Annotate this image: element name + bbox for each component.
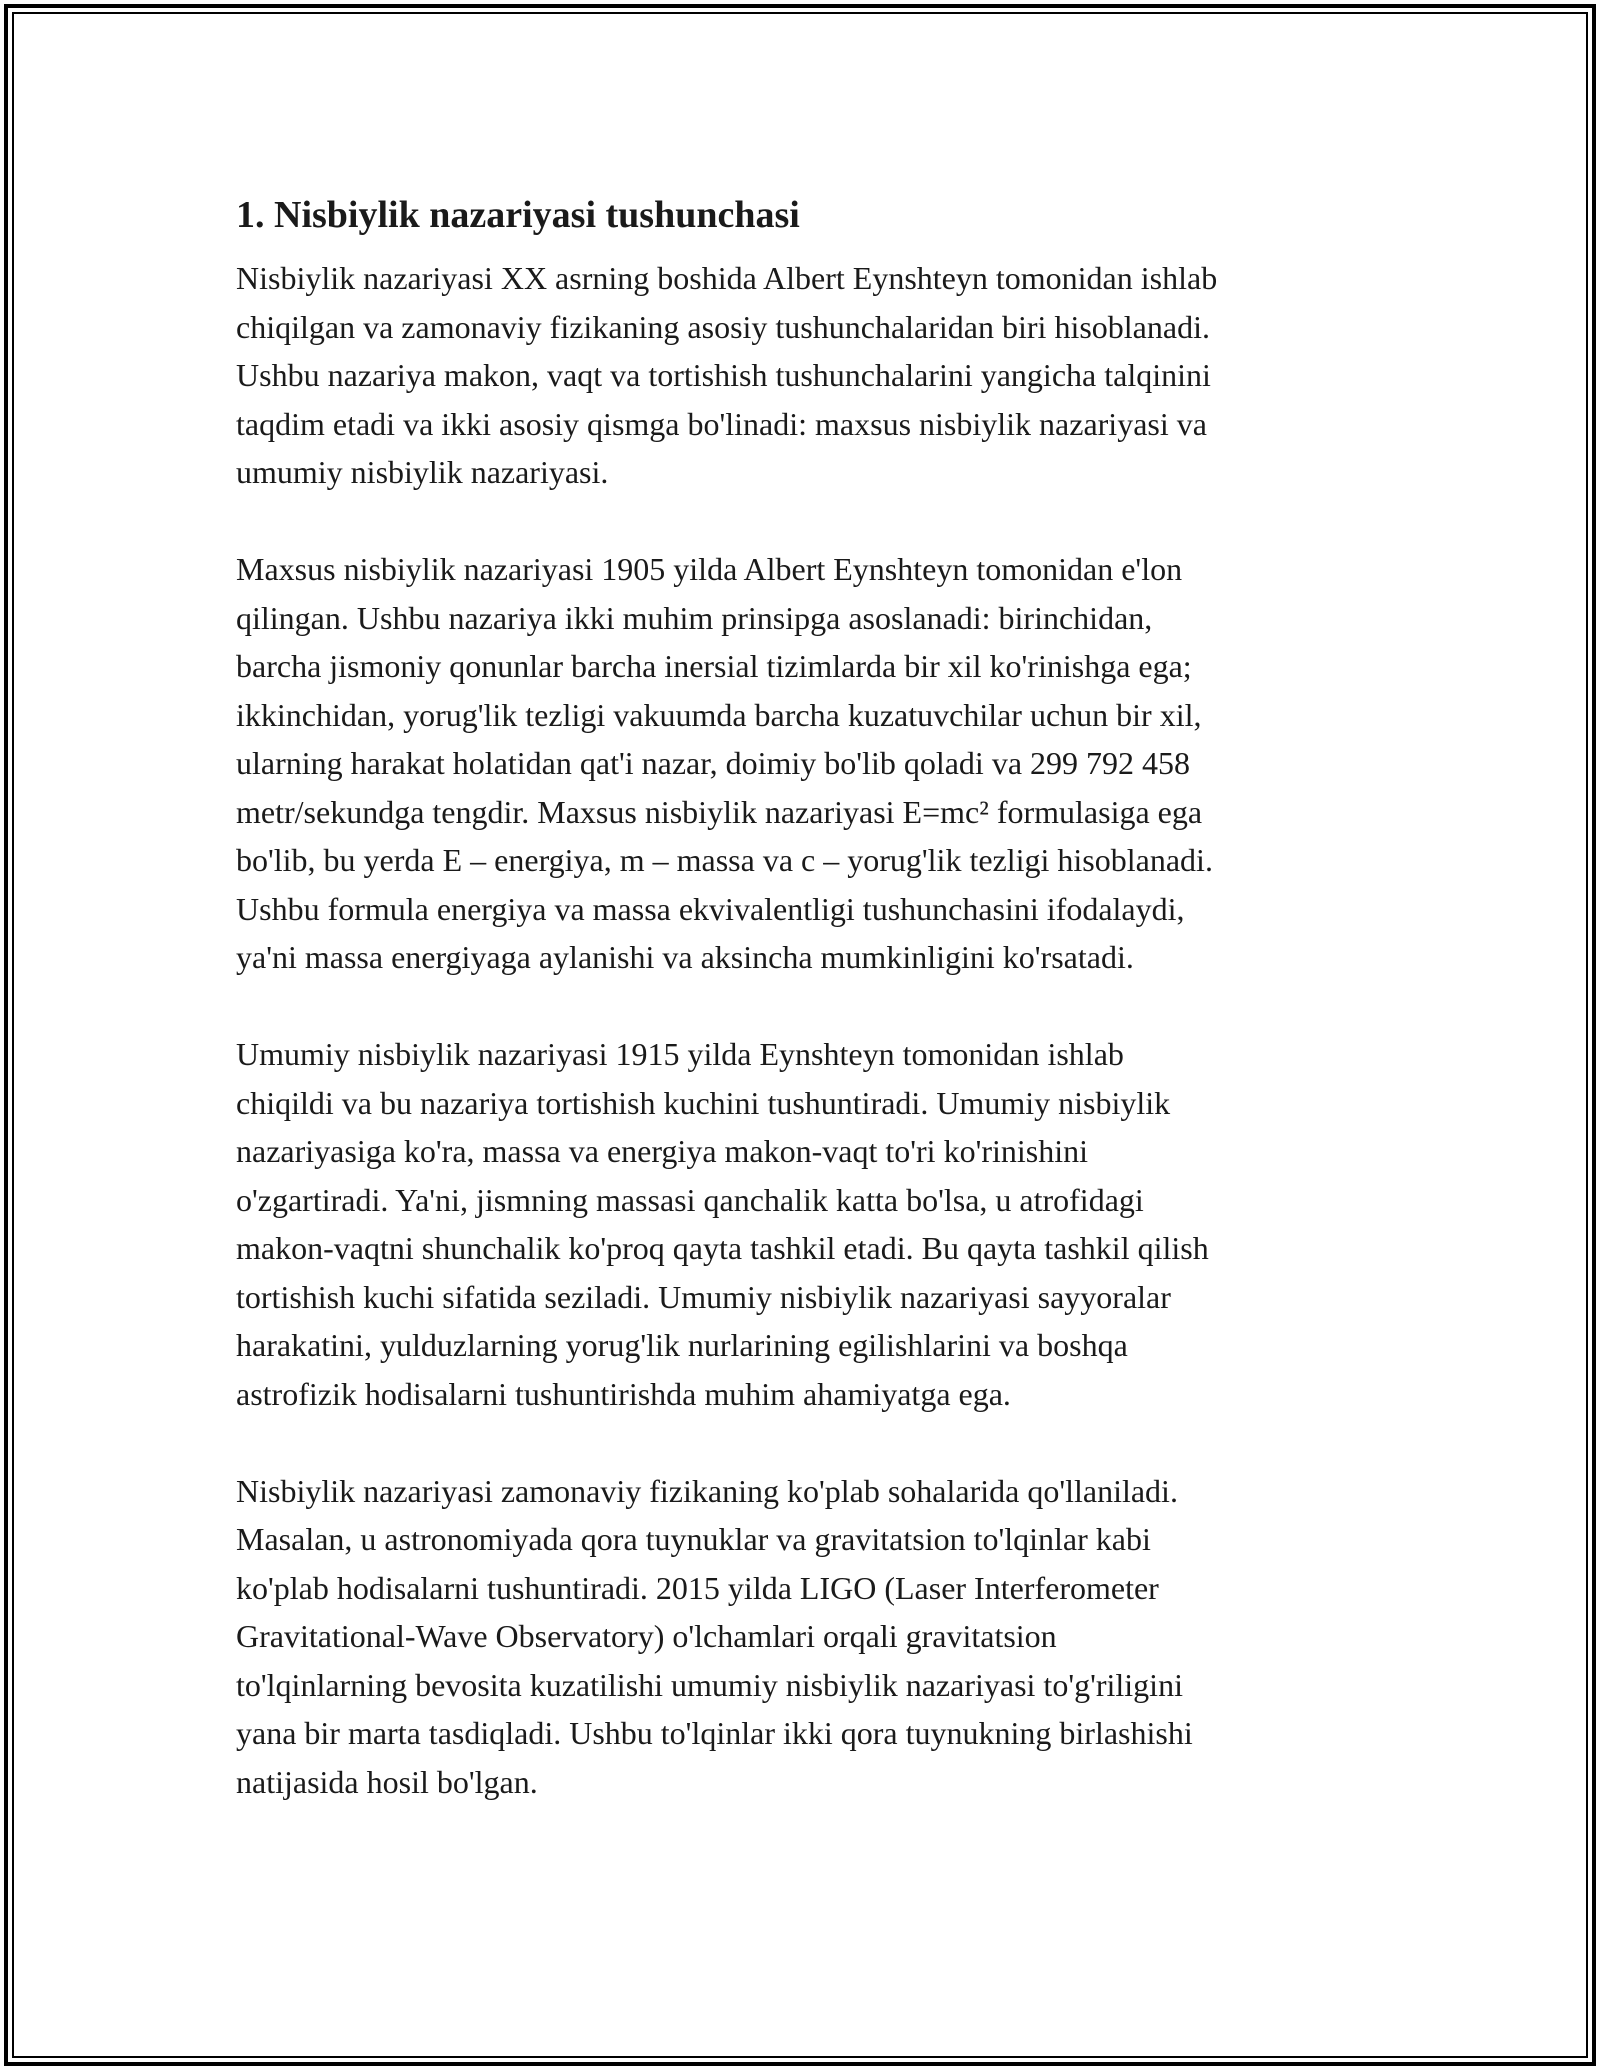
text-line: to'lqinlarning bevosita kuzatilishi umumiy nisbiylik nazariyasi to'g'riligini <box>236 1666 1183 1703</box>
text-line: nazariyasiga ko'ra, massa va energiya makon-vaqt to'ri ko'rinishini <box>236 1133 1088 1169</box>
paragraph-special-relativity <box>236 545 1370 982</box>
text-line: bo'lib, bu yerda E – energiya, m – massa va c – yorug'lik tezligi hisoblanadi. <box>236 842 1213 878</box>
text-line: qilingan. Ushbu nazariya ikki muhim prinsipga asoslanadi: birinchidan, <box>236 599 1153 636</box>
section-heading: 1. Nisbiylik nazariyasi tushunchasi <box>236 194 800 236</box>
text-line: metr/sekundga tengdir. Maxsus nisbiylik nazariyasi E=mc² formulasiga ega <box>236 793 1203 830</box>
document-body <box>236 186 1370 1855</box>
text-line: natijasida hosil bo'lgan. <box>236 1763 538 1800</box>
text-line: harakatini, yulduzlarning yorug'lik nurlarining egilishlarini va boshqa <box>236 1327 1128 1363</box>
text-line: ularning harakat holatidan qat'i nazar, doimiy bo'lib qoladi va 299 792 458 <box>236 745 1191 781</box>
text-line: Umumiy nisbiylik nazariyasi 1915 yilda Eynshteyn tomonidan ishlab <box>236 1036 1124 1072</box>
text-line: tortishish kuchi sifatida seziladi. Umumiy nisbiylik nazariyasi sayyoralar <box>236 1278 1171 1315</box>
text-line: ikkinchidan, yorug'lik tezligi vakuumda barcha kuzatuvchilar uchun bir xil, <box>236 696 1202 733</box>
text-line: Nisbiylik nazariyasi zamonaviy fizikaning ko'plab sohalarida qo'llaniladi. <box>236 1472 1178 1509</box>
paragraph-applications <box>236 1467 1370 1807</box>
text-line: umumiy nisbiylik nazariyasi. <box>236 454 609 490</box>
text-line: Masalan, u astronomiyada qora tuynuklar va gravitatsion to'lqinlar kabi <box>236 1521 1151 1557</box>
text-line: taqdim etadi va ikki asosiy qismga bo'linadi: maxsus nisbiylik nazariyasi va <box>236 405 1207 442</box>
paragraph-general-relativity <box>236 1030 1370 1418</box>
text-line: Gravitational-Wave Observatory) o'lchamlari orqali gravitatsion <box>236 1618 1057 1654</box>
text-line: o'zgartiradi. Ya'ni, jismning massasi qanchalik katta bo'lsa, u atrofidagi <box>236 1181 1144 1218</box>
text-line: makon-vaqtni shunchalik ko'proq qayta tashkil etadi. Bu qayta tashkil qilish <box>236 1230 1209 1266</box>
text-line: Nisbiylik nazariyasi XX asrning boshida Albert Eynshteyn tomonidan ishlab <box>236 260 1218 296</box>
text-line: Ushbu nazariya makon, vaqt va tortishish tushunchalarini yangicha talqinini <box>236 357 1211 393</box>
text-line: chiqildi va bu nazariya tortishish kuchini tushuntiradi. Umumiy nisbiylik <box>236 1084 1171 1121</box>
text-line: astrofizik hodisalarni tushuntirishda muhim ahamiyatga ega. <box>236 1375 1011 1412</box>
text-line: ya'ni massa energiyaga aylanishi va aksincha mumkinligini ko'rsatadi. <box>236 939 1134 975</box>
text-line: yana bir marta tasdiqladi. Ushbu to'lqinlar ikki qora tuynukning birlashishi <box>236 1715 1193 1751</box>
text-line: barcha jismoniy qonunlar barcha inersial tizimlarda bir xil ko'rinishga ega; <box>236 648 1192 684</box>
text-line: Ushbu formula energiya va massa ekvivalentligi tushunchasini ifodalaydi, <box>236 890 1185 927</box>
text-line: chiqilgan va zamonaviy fizikaning asosiy tushunchalaridan biri hisoblanadi. <box>236 308 1210 345</box>
text-line: Maxsus nisbiylik nazariyasi 1905 yilda Albert Eynshteyn tomonidan e'lon <box>236 551 1183 587</box>
paragraph-intro <box>236 254 1370 497</box>
text-line: ko'plab hodisalarni tushuntiradi. 2015 yilda LIGO (Laser Interferometer <box>236 1569 1159 1606</box>
